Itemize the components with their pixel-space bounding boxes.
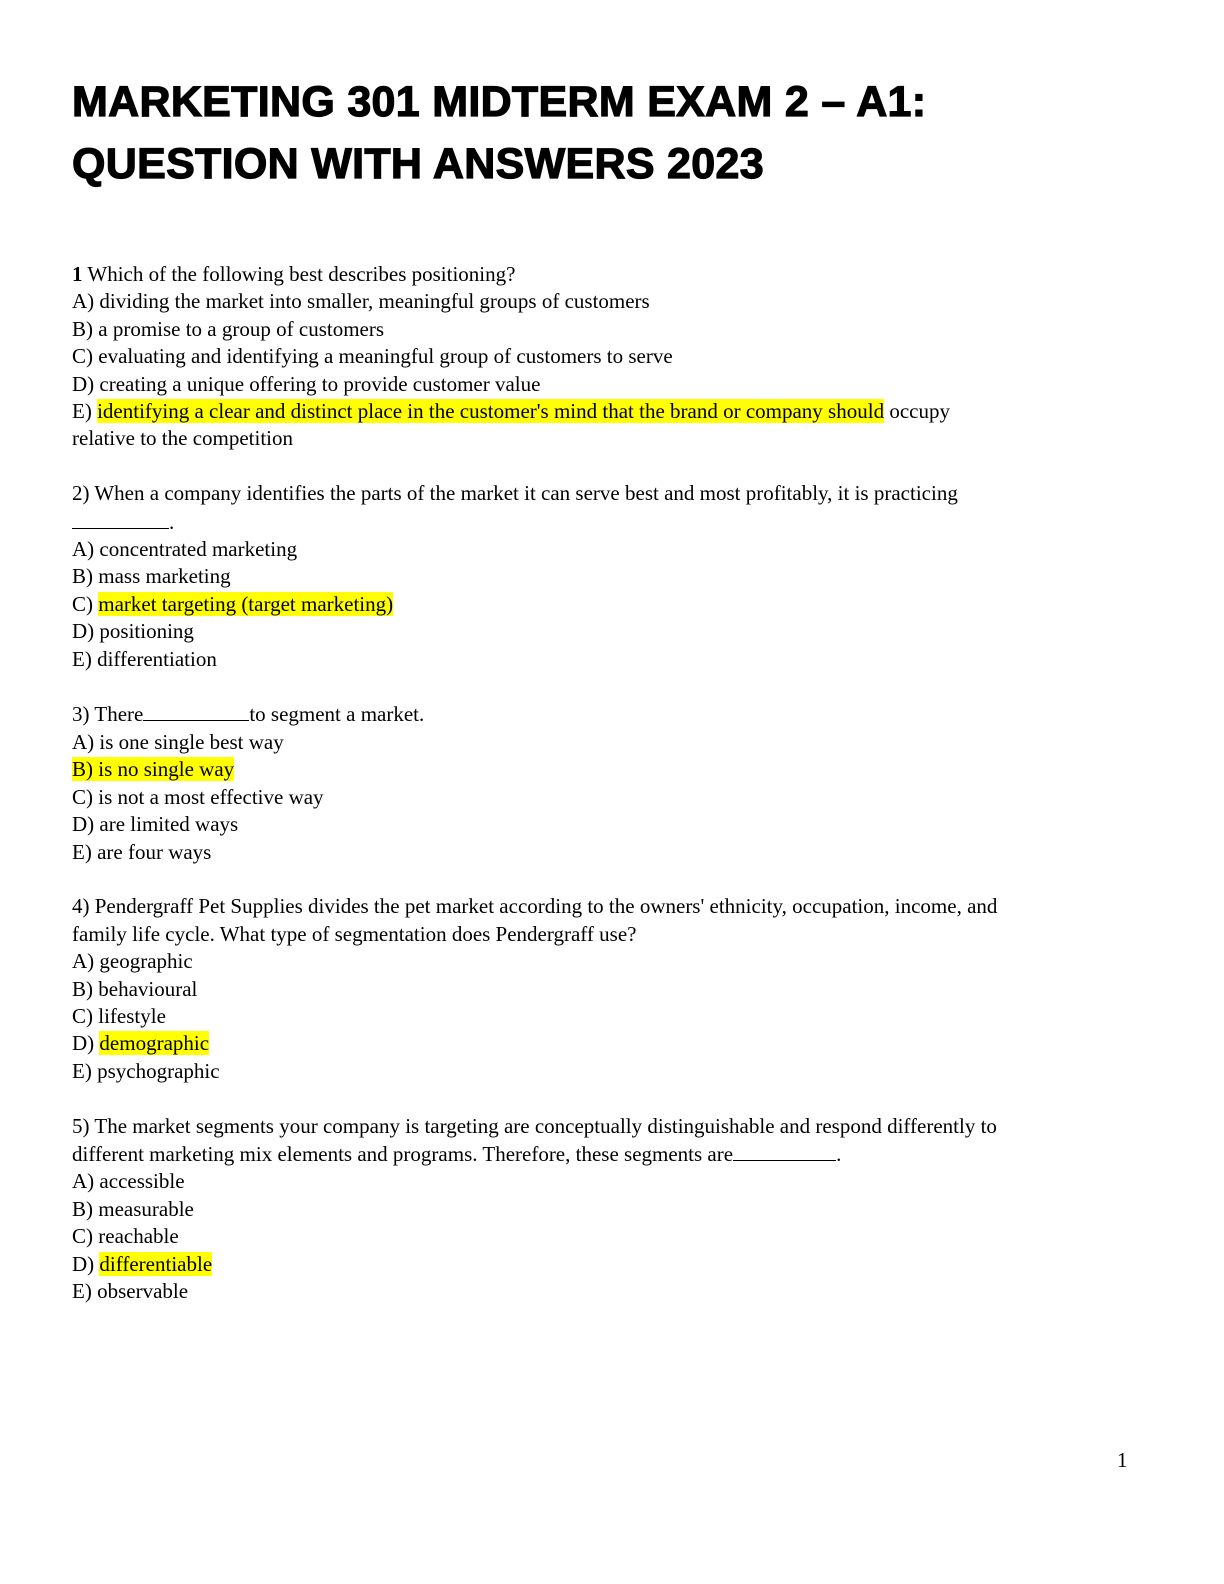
question-2-option-a	[72, 536, 1152, 563]
option-text: behavioural	[98, 976, 198, 1001]
document-title	[72, 71, 1152, 195]
question-5-stem-line-2	[72, 1140, 1152, 1168]
question-1-option-d	[72, 371, 1152, 398]
question-5-stem-line-1: 5) The market segments your company is targeting are conceptually distinguishable and respond differently to	[72, 1113, 997, 1138]
option-text: evaluating and identifying a meaningful group of customers to serve	[98, 344, 673, 369]
answer-highlight: market targeting (target marketing)	[98, 591, 394, 616]
answer-highlight: demographic	[99, 1031, 210, 1056]
option-letter: C)	[72, 344, 99, 369]
question-1-option-c	[72, 343, 1152, 370]
answer-highlight: B) is no single way	[72, 757, 235, 782]
option-text: creating a unique offering to provide customer value	[99, 371, 541, 396]
option-text: is not a most effective way	[98, 784, 324, 809]
option-text: observable	[97, 1278, 189, 1303]
question-2-option-c	[72, 591, 1152, 618]
option-text: psychographic	[97, 1058, 220, 1083]
option-text: is one single best way	[99, 729, 284, 754]
question-1-stem-text: Which of the following best describes positioning?	[82, 262, 516, 286]
option-text: are limited ways	[99, 812, 239, 837]
question-3-option-b	[72, 756, 1152, 783]
question-1-option-e-continued: relative to the competition	[72, 426, 294, 451]
answer-highlight: differentiable	[99, 1251, 213, 1276]
option-letter: D)	[72, 1251, 100, 1276]
question-5-option-e	[72, 1278, 1152, 1305]
option-text: geographic	[99, 949, 193, 974]
option-letter: B)	[72, 1196, 99, 1221]
question-1-number: 1	[72, 262, 83, 286]
question-1-stem	[72, 261, 1152, 288]
option-letter: E)	[72, 646, 98, 671]
question-2-stem-line-2	[72, 508, 1152, 536]
question-1	[72, 261, 1152, 453]
option-letter: A)	[72, 949, 100, 974]
option-text: mass marketing	[98, 564, 231, 589]
option-text: accessible	[99, 1169, 185, 1194]
stem-end: to segment a market.	[249, 702, 425, 727]
question-2-option-e	[72, 646, 1152, 673]
option-letter: C)	[72, 784, 99, 809]
question-list	[72, 261, 1152, 1333]
option-letter: A)	[72, 729, 100, 754]
option-letter: E)	[72, 399, 98, 424]
option-letter: B)	[72, 564, 99, 589]
title-line-2: QUESTION WITH ANSWERS 2023	[72, 140, 764, 188]
option-letter: C)	[72, 591, 99, 616]
question-2-stem-line-1: 2) When a company identifies the parts of the market it can serve best and most profitably, it is practicing	[72, 481, 958, 506]
option-letter: D)	[72, 812, 100, 837]
question-4	[72, 893, 1152, 1085]
option-letter: E)	[72, 839, 98, 864]
stem-end: .	[169, 509, 175, 534]
option-text: are four ways	[97, 839, 212, 864]
question-1-option-b	[72, 316, 1152, 343]
question-3-stem	[72, 700, 1152, 728]
stem-end: .	[836, 1141, 842, 1166]
question-2	[72, 480, 1152, 673]
option-text: a promise to a group of customers	[98, 316, 385, 341]
question-4-option-c	[72, 1003, 1152, 1030]
option-letter: D)	[72, 371, 100, 396]
stem-start: 3) There	[72, 702, 144, 727]
question-1-option-e	[72, 398, 1152, 425]
option-letter: A)	[72, 289, 100, 314]
answer-blank	[143, 700, 249, 721]
option-text: reachable	[98, 1224, 179, 1249]
question-3	[72, 700, 1152, 865]
question-4-option-e	[72, 1058, 1152, 1085]
question-2-option-b	[72, 563, 1152, 590]
answer-blank	[72, 508, 169, 529]
question-5-option-b	[72, 1196, 1152, 1223]
question-5-option-c	[72, 1223, 1152, 1250]
option-letter: B)	[72, 976, 99, 1001]
option-letter: E)	[72, 1058, 98, 1083]
option-letter: E)	[72, 1278, 98, 1303]
option-letter: A)	[72, 1169, 100, 1194]
option-letter: B)	[72, 316, 99, 341]
option-letter: A)	[72, 537, 100, 562]
question-5-option-d	[72, 1251, 1152, 1278]
option-letter: C)	[72, 1003, 99, 1028]
question-5-option-a	[72, 1168, 1152, 1195]
question-3-option-d	[72, 811, 1152, 838]
option-text: lifestyle	[98, 1003, 166, 1028]
option-text: concentrated marketing	[99, 537, 298, 562]
page-number: 1	[1117, 1448, 1128, 1472]
option-text: differentiation	[97, 646, 217, 671]
answer-highlight: identifying a clear and distinct place in the customer's mind that the brand or company should	[97, 399, 885, 424]
question-4-option-a	[72, 948, 1152, 975]
option-letter: C)	[72, 1224, 99, 1249]
answer-blank	[733, 1140, 836, 1161]
question-3-option-a	[72, 729, 1152, 756]
question-4-stem-line-1: 4) Pendergraff Pet Supplies divides the pet market according to the owners' ethnicity, occupation, income, and	[72, 894, 998, 919]
question-4-option-d	[72, 1030, 1152, 1057]
question-3-option-e	[72, 839, 1152, 866]
question-2-option-d	[72, 618, 1152, 645]
stem-text: different marketing mix elements and programs. Therefore, these segments are	[72, 1141, 734, 1166]
option-text-rest: occupy	[884, 399, 950, 424]
option-letter: D)	[72, 1031, 100, 1056]
question-3-option-c	[72, 784, 1152, 811]
question-4-option-b	[72, 976, 1152, 1003]
option-text: positioning	[99, 619, 194, 644]
option-text: measurable	[98, 1196, 194, 1221]
question-1-option-a	[72, 288, 1152, 315]
title-line-1: MARKETING 301 MIDTERM EXAM 2 – A1:	[72, 78, 927, 126]
option-text: dividing the market into smaller, meaningful groups of customers	[99, 289, 650, 314]
question-4-stem-line-2: family life cycle. What type of segmentation does Pendergraff use?	[72, 921, 637, 946]
option-letter: D)	[72, 619, 100, 644]
question-5	[72, 1113, 1152, 1306]
